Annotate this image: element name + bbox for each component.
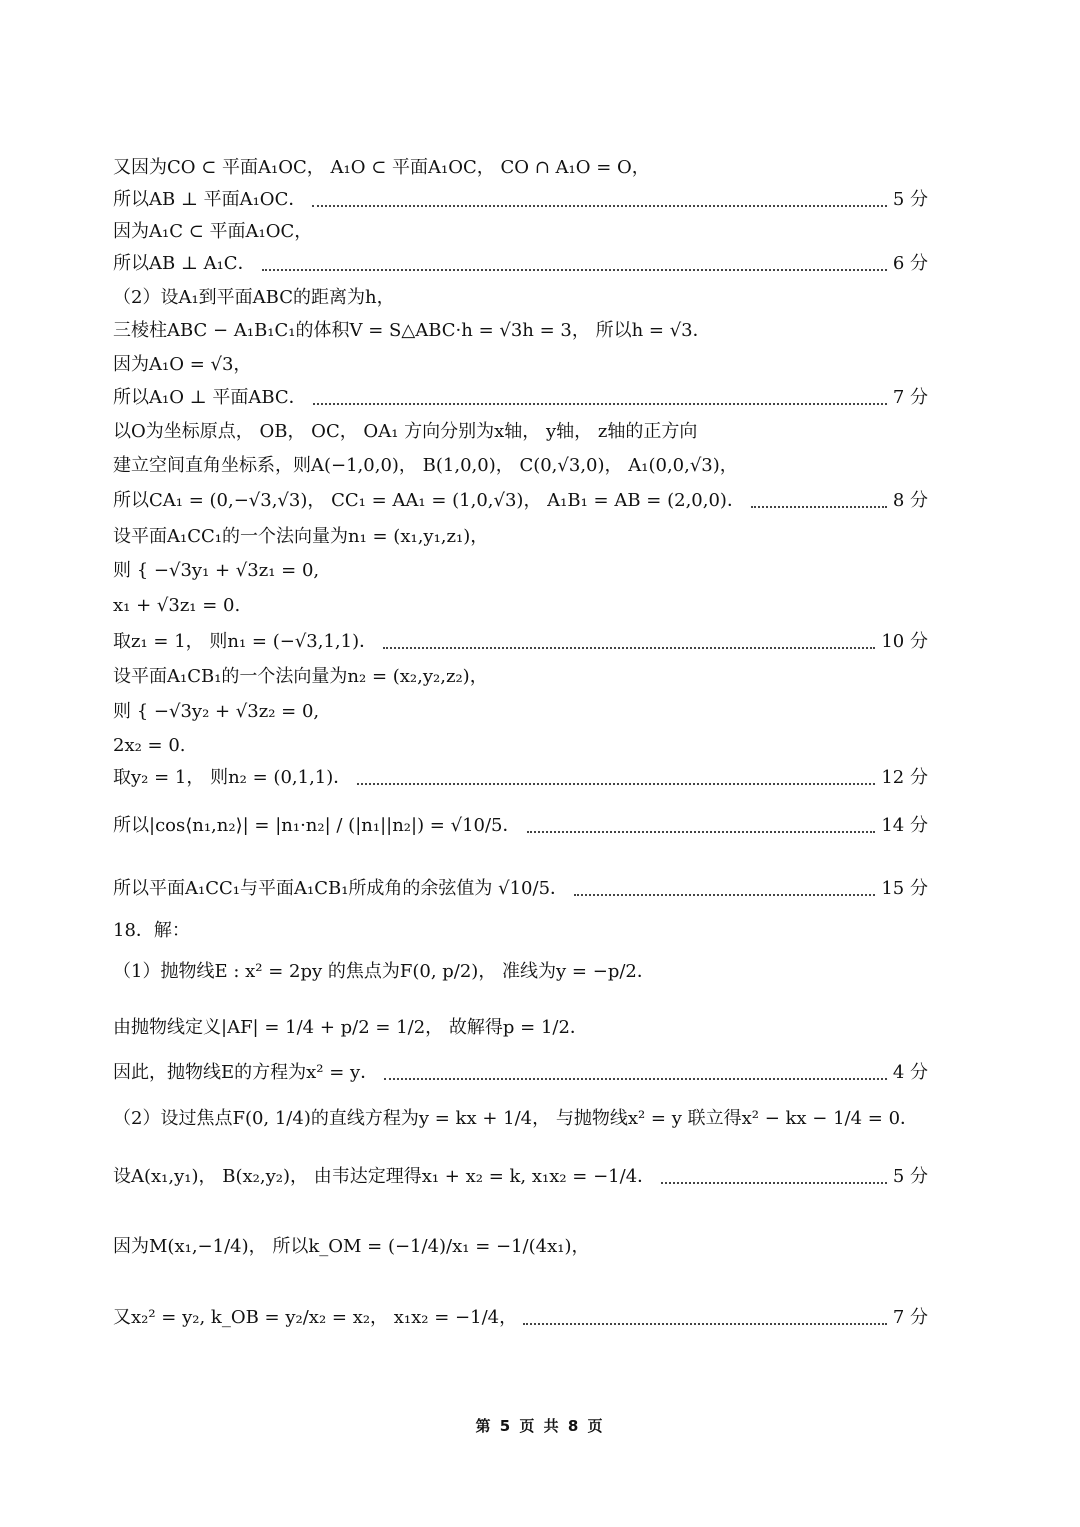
solution-line (113, 453, 928, 479)
solution-line (113, 318, 928, 344)
line-text: 所以CA₁ = (0,−√3,√3)， CC₁ = AA₁ = (1,0,√3)， A₁B₁ = AB = (2,0,0)． (113, 490, 745, 511)
solution-line (113, 219, 928, 245)
dot-leader (661, 1182, 887, 1184)
solution-line (113, 593, 928, 619)
solution-line (113, 664, 928, 690)
dot-leader (751, 506, 887, 508)
line-text: （1）抛物线E : x² = 2py 的焦点为F(0, p/2)， 准线为y = −p/2． (113, 961, 655, 982)
solution-line (113, 385, 928, 411)
line-text: （2）设过焦点F(0, 1/4)的直线方程为y = kx + 1/4， 与抛物线x² = y 联立得x² − kx − 1/4 = 0． (113, 1108, 919, 1129)
line-text: 18．解： (113, 920, 190, 941)
line-text: 建立空间直角坐标系，则A(−1,0,0)， B(1,0,0)， C(0,√3,0)， A₁(0,0,√3)， (113, 455, 738, 476)
dot-leader (527, 831, 876, 833)
line-text: 以O为坐标原点， OB， OC， OA₁ 方向分别为x轴， y轴， z轴的正方向 (113, 421, 698, 442)
line-text: 又x₂² = y₂, k_OB = y₂/x₂ = x₂， x₁x₂ = −1/4， (113, 1307, 518, 1328)
line-text: 取z₁ = 1， 则n₁ = (−√3,1,1)． (113, 631, 378, 652)
solution-line (113, 918, 928, 944)
score-label: 6 分 (892, 253, 928, 274)
solution-line (113, 1305, 928, 1331)
dot-leader (523, 1323, 887, 1325)
solution-line (113, 1234, 928, 1260)
line-text: 又因为CO ⊂ 平面A₁OC， A₁O ⊂ 平面A₁OC， CO ∩ A₁O = O， (113, 157, 650, 178)
line-text: 则 { −√3y₁ + √3z₁ = 0, (113, 560, 320, 581)
score-label: 10 分 (881, 631, 928, 652)
dot-leader (357, 783, 875, 785)
score-label: 7 分 (892, 387, 928, 408)
solution-line (113, 558, 928, 584)
solution-line (113, 419, 928, 445)
solution-line (113, 765, 928, 791)
score-label: 12 分 (881, 767, 928, 788)
solution-line (113, 155, 928, 181)
line-text: 则 { −√3y₂ + √3z₂ = 0, (113, 701, 320, 722)
line-text: 所以AB ⊥ 平面A₁OC． (113, 189, 307, 210)
solution-line (113, 629, 928, 655)
line-text: 所以AB ⊥ A₁C． (113, 253, 256, 274)
solution-line (113, 251, 928, 277)
score-label: 4 分 (892, 1062, 928, 1083)
solution-line (113, 285, 928, 311)
dot-leader (383, 647, 875, 649)
line-text: 由抛物线定义|AF| = 1/4 + p/2 = 1/2， 故解得p = 1/2． (113, 1017, 588, 1038)
line-text: 因为M(x₁,−1/4)， 所以k_OM = (−1/4)/x₁ = −1/(4x₁)， (113, 1236, 590, 1257)
solution-line (113, 1015, 928, 1041)
line-text: 取y₂ = 1， 则n₂ = (0,1,1)． (113, 767, 352, 788)
score-label: 5 分 (892, 1166, 928, 1187)
line-text: 2x₂ = 0. (113, 735, 186, 756)
line-text: x₁ + √3z₁ = 0. (113, 595, 241, 616)
solution-line (113, 488, 928, 514)
score-label: 7 分 (892, 1307, 928, 1328)
solution-line (113, 733, 928, 759)
dot-leader (262, 269, 887, 271)
solution-line (113, 959, 928, 985)
line-text: 因此，抛物线E的方程为x² = y． (113, 1062, 379, 1083)
line-text: 因为A₁O = √3， (113, 354, 252, 375)
solution-line (113, 352, 928, 378)
solution-line (113, 1106, 928, 1132)
score-label: 15 分 (881, 878, 928, 899)
page-footer: 第 5 页 共 8 页 (475, 1417, 605, 1435)
line-text: 设平面A₁CC₁的一个法向量为n₁ = (x₁,y₁,z₁)， (113, 526, 489, 547)
dot-leader (312, 205, 886, 207)
solution-line (113, 699, 928, 725)
dot-leader (313, 403, 887, 405)
solution-line (113, 876, 928, 902)
solution-line (113, 1060, 928, 1086)
solution-line (113, 813, 928, 839)
line-text: 因为A₁C ⊂ 平面A₁OC， (113, 221, 313, 242)
line-text: 所以|cos⟨n₁,n₂⟩| = |n₁·n₂| / (|n₁||n₂|) = √10/5． (113, 815, 521, 836)
dot-leader (574, 894, 875, 896)
line-text: （2）设A₁到平面ABC的距离为h， (113, 287, 395, 308)
score-label: 5 分 (892, 189, 928, 210)
line-text: 三棱柱ABC − A₁B₁C₁的体积V = S△ABC·h = √3h = 3， 所以h = √3． (113, 320, 711, 341)
solution-line (113, 524, 928, 550)
solution-line (113, 1164, 928, 1190)
line-text: 设平面A₁CB₁的一个法向量为n₂ = (x₂,y₂,z₂)， (113, 666, 488, 687)
line-text: 所以A₁O ⊥ 平面ABC． (113, 387, 307, 408)
score-label: 14 分 (881, 815, 928, 836)
dot-leader (384, 1078, 887, 1080)
line-text: 所以平面A₁CC₁与平面A₁CB₁所成角的余弦值为 √10/5． (113, 878, 569, 899)
score-label: 8 分 (892, 490, 928, 511)
solution-line (113, 187, 928, 213)
line-text: 设A(x₁,y₁)， B(x₂,y₂)， 由韦达定理得x₁ + x₂ = k, x₁x₂ = −1/4． (113, 1166, 656, 1187)
